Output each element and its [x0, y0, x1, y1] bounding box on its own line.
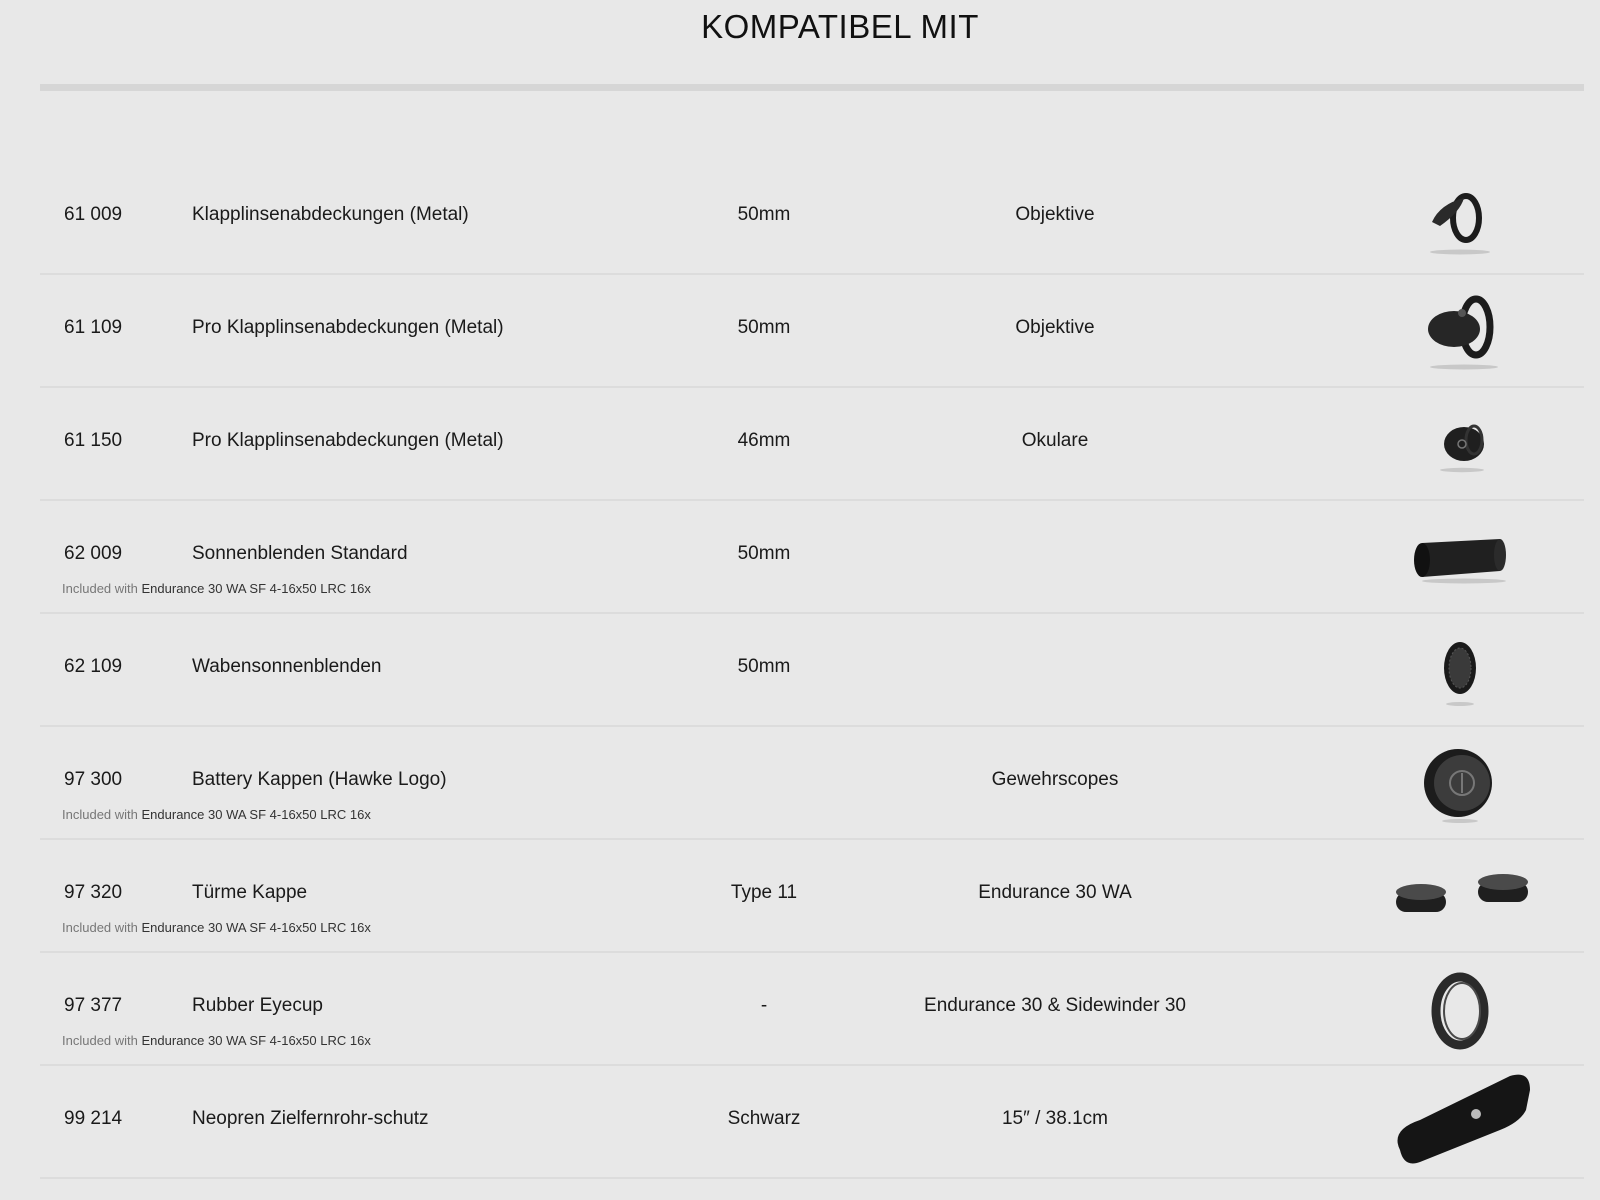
product-size: 50mm	[737, 204, 791, 225]
table-row[interactable]	[40, 614, 1584, 727]
table-row[interactable]	[40, 275, 1584, 388]
sunshade-tube-icon[interactable]	[1380, 513, 1540, 601]
table-row[interactable]	[40, 953, 1584, 1066]
note-model[interactable]: Endurance 30 WA SF 4-16x50 LRC 16x	[141, 807, 371, 822]
table-row[interactable]	[40, 501, 1584, 614]
table-row[interactable]	[40, 840, 1584, 953]
product-code: 62 009	[64, 543, 123, 564]
table-row[interactable]	[40, 1066, 1584, 1179]
product-name[interactable]: Pro Klapplinsenabdeckungen (Metal)	[192, 430, 504, 451]
product-size: 50mm	[737, 656, 791, 677]
product-code: 97 320	[64, 882, 123, 903]
product-compat: 15″ / 38.1cm	[1001, 1108, 1108, 1129]
product-name[interactable]: Neopren Zielfernrohr-schutz	[192, 1108, 429, 1129]
neoprene-scope-cover-icon[interactable]	[1380, 1070, 1540, 1170]
note-prefix: Included with	[62, 581, 138, 596]
product-size: Schwarz	[727, 1108, 801, 1129]
product-compat: Endurance 30 WA	[978, 882, 1132, 903]
product-compat: Objektive	[1015, 317, 1095, 338]
product-name[interactable]: Klapplinsenabdeckungen (Metal)	[192, 204, 469, 225]
product-code: 61 109	[64, 317, 123, 338]
pro-flip-lens-cover-icon[interactable]	[1380, 287, 1540, 375]
accessory-table	[40, 162, 1584, 1179]
rubber-eyecup-icon[interactable]	[1380, 965, 1540, 1053]
product-code: 99 214	[64, 1108, 123, 1129]
note-prefix: Included with	[62, 920, 138, 935]
table-row[interactable]	[40, 162, 1584, 275]
eyepiece-cover-icon[interactable]	[1380, 400, 1540, 488]
included-note	[62, 920, 371, 935]
flip-lens-cover-icon[interactable]	[1380, 174, 1540, 262]
note-model[interactable]: Endurance 30 WA SF 4-16x50 LRC 16x	[141, 581, 371, 596]
product-code: 61 009	[64, 204, 123, 225]
honeycomb-filter-icon[interactable]	[1380, 626, 1540, 714]
product-size: -	[760, 995, 768, 1016]
product-compat: Objektive	[1015, 204, 1095, 225]
product-size: 50mm	[737, 543, 791, 564]
note-prefix: Included with	[62, 1033, 138, 1048]
page-title: KOMPATIBEL MIT	[701, 8, 979, 45]
included-note	[62, 581, 371, 596]
product-size: Type 11	[730, 882, 798, 903]
title-divider	[40, 84, 1584, 91]
note-prefix: Included with	[62, 807, 138, 822]
table-row[interactable]	[40, 727, 1584, 840]
included-note	[62, 807, 371, 822]
turret-caps-icon[interactable]	[1390, 852, 1540, 940]
product-name[interactable]: Battery Kappen (Hawke Logo)	[192, 769, 447, 790]
battery-cap-icon[interactable]	[1380, 739, 1540, 827]
product-code: 97 300	[64, 769, 123, 790]
product-name[interactable]: Türme Kappe	[192, 882, 308, 903]
note-model[interactable]: Endurance 30 WA SF 4-16x50 LRC 16x	[141, 920, 371, 935]
product-name[interactable]: Rubber Eyecup	[192, 995, 323, 1016]
table-row[interactable]	[40, 388, 1584, 501]
product-code: 62 109	[64, 656, 123, 677]
product-code: 61 150	[64, 430, 123, 451]
product-compat: Okulare	[1021, 430, 1089, 451]
product-name[interactable]: Sonnenblenden Standard	[192, 543, 408, 564]
product-code: 97 377	[64, 995, 123, 1016]
product-size: 46mm	[737, 430, 791, 451]
product-name[interactable]: Pro Klapplinsenabdeckungen (Metal)	[192, 317, 504, 338]
note-model[interactable]: Endurance 30 WA SF 4-16x50 LRC 16x	[141, 1033, 371, 1048]
product-compat: Gewehrscopes	[991, 769, 1119, 790]
included-note	[62, 1033, 371, 1048]
product-name[interactable]: Wabensonnenblenden	[192, 656, 382, 677]
product-compat: Endurance 30 & Sidewinder 30	[924, 995, 1186, 1016]
product-size: 50mm	[737, 317, 791, 338]
